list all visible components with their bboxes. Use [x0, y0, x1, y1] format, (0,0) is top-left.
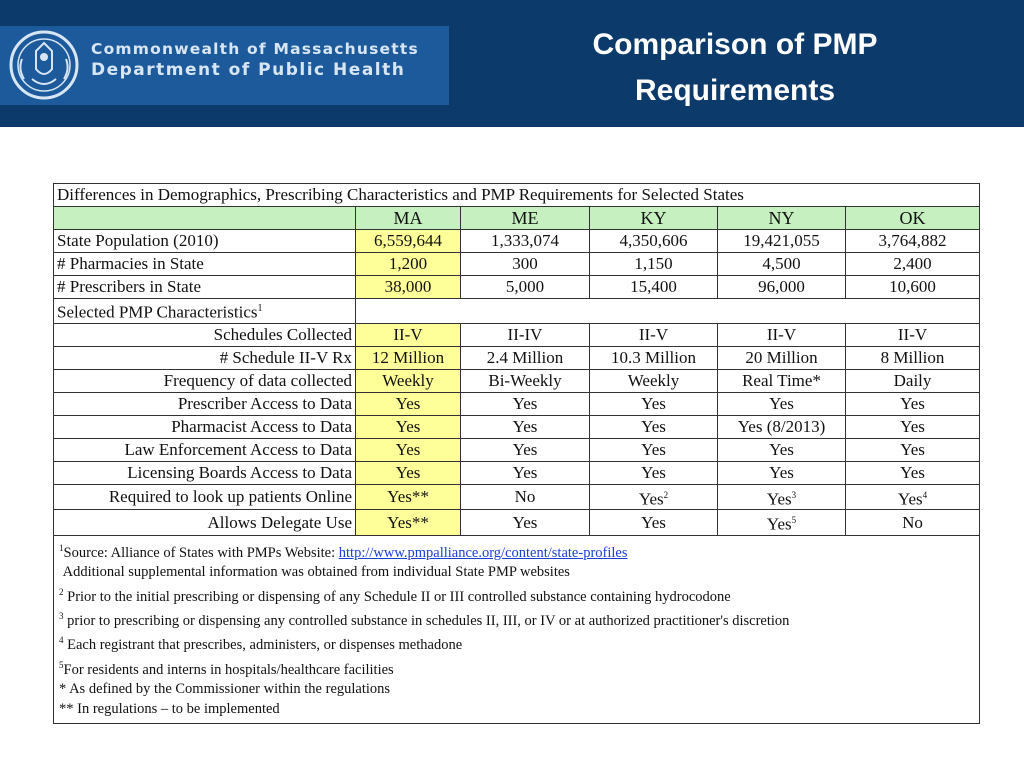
table-row	[54, 392, 980, 415]
cell-ok: 3,764,882	[846, 230, 980, 253]
slide-title-line-2: Requirements	[634, 74, 836, 107]
cell-value: Yes	[638, 489, 664, 509]
footnote-text: Source: Alliance of States with PMPs Website:	[63, 544, 339, 561]
cell-ky: Yes	[590, 461, 718, 484]
footnote-text: For residents and interns in hospitals/healthcare facilities	[63, 661, 394, 678]
footnotes-cell	[54, 535, 980, 723]
table-row	[54, 276, 980, 299]
cell-ky: II-V	[590, 323, 718, 346]
footnote-6: * As defined by the Commissioner within the regulations	[59, 681, 391, 698]
header-blank-cell	[54, 207, 356, 230]
cell-ok	[846, 484, 980, 510]
logo-line-1: Commonwealth of Massachusetts	[91, 40, 419, 58]
cell-me: Yes	[461, 438, 590, 461]
cell-ma: Yes	[356, 415, 461, 438]
cell-ky: Yes	[590, 438, 718, 461]
state-header-ma: MA	[356, 207, 461, 230]
cell-ky: 15,400	[590, 276, 718, 299]
cell-ny	[718, 484, 846, 510]
cell-ok: Yes	[846, 415, 980, 438]
cell-ky: Yes	[590, 415, 718, 438]
cell-me: Yes	[461, 415, 590, 438]
slide-title	[545, 22, 925, 114]
section-row	[54, 299, 980, 324]
table-row	[54, 510, 980, 536]
cell-ky: Yes	[590, 392, 718, 415]
cell-ky	[590, 484, 718, 510]
cell-ma: 6,559,644	[356, 230, 461, 253]
table-caption: Differences in Demographics, Prescribing Characteristics and PMP Requirements for Selected States	[54, 184, 980, 207]
row-label: # Schedule II-V Rx	[54, 346, 356, 369]
cell-me: 300	[461, 253, 590, 276]
slide-title-line-1: Comparison of PMP	[592, 28, 878, 61]
cell-ok: Yes	[846, 438, 980, 461]
footnote-text: Prior to the initial prescribing or dispensing of any Schedule II or III controlled substance containing hydrocodone	[67, 588, 731, 605]
cell-ny: 20 Million	[718, 346, 846, 369]
footnote-2	[59, 583, 974, 607]
slide-header	[0, 0, 1024, 127]
cell-ny: Yes	[718, 392, 846, 415]
cell-ma: Yes**	[356, 510, 461, 536]
cell-ky: Weekly	[590, 369, 718, 392]
cell-ny: 19,421,055	[718, 230, 846, 253]
cell-ma: II-V	[356, 323, 461, 346]
massachusetts-seal-icon	[8, 29, 80, 101]
cell-ok: 2,400	[846, 253, 980, 276]
cell-me: 2.4 Million	[461, 346, 590, 369]
row-label: Required to look up patients Online	[54, 484, 356, 510]
cell-ok: 10,600	[846, 276, 980, 299]
section-footnote-marker: 1	[257, 303, 263, 314]
footnote-marker: 5	[791, 515, 797, 526]
table-row	[54, 415, 980, 438]
footnote-3	[59, 607, 974, 631]
cell-ok: 8 Million	[846, 346, 980, 369]
cell-ny: Yes (8/2013)	[718, 415, 846, 438]
cell-ma: 12 Million	[356, 346, 461, 369]
footnote-1b	[59, 563, 974, 583]
table-row	[54, 484, 980, 510]
dph-logo-banner	[0, 26, 449, 105]
table-row	[54, 438, 980, 461]
cell-ma: Yes	[356, 438, 461, 461]
cell-me: II-IV	[461, 323, 590, 346]
cell-ma: Yes	[356, 392, 461, 415]
cell-ky: 4,350,606	[590, 230, 718, 253]
cell-ny: Yes	[718, 461, 846, 484]
footnote-text: prior to prescribing or dispensing any controlled substance in schedules II, III, or IV or at authorized practitioner's discretion	[67, 612, 790, 629]
state-header-ky: KY	[590, 207, 718, 230]
table-row	[54, 346, 980, 369]
table-caption-row	[54, 184, 980, 207]
cell-ok: Yes	[846, 461, 980, 484]
pmp-comparison-table	[53, 183, 980, 724]
row-label: State Population (2010)	[54, 230, 356, 253]
cell-value: Yes	[766, 514, 792, 534]
row-label: Prescriber Access to Data	[54, 392, 356, 415]
footnotes-row	[54, 535, 980, 723]
cell-ny: 4,500	[718, 253, 846, 276]
cell-ny: Real Time*	[718, 369, 846, 392]
cell-ny: 96,000	[718, 276, 846, 299]
cell-ny: II-V	[718, 323, 846, 346]
footnote-7: ** In regulations – to be implemented	[59, 700, 280, 717]
table-row	[54, 253, 980, 276]
cell-ky: Yes	[590, 510, 718, 536]
cell-value: Yes	[766, 489, 792, 509]
state-header-me: ME	[461, 207, 590, 230]
footnote-marker: 4	[922, 489, 928, 500]
table-row	[54, 230, 980, 253]
footnote-5	[59, 656, 974, 680]
cell-ma: Yes	[356, 461, 461, 484]
row-label: Licensing Boards Access to Data	[54, 461, 356, 484]
table-row	[54, 323, 980, 346]
cell-me: Yes	[461, 461, 590, 484]
row-label: # Prescribers in State	[54, 276, 356, 299]
row-label: Pharmacist Access to Data	[54, 415, 356, 438]
section-blank-cell	[356, 299, 980, 324]
cell-value: Yes	[897, 489, 923, 509]
logo-line-2: Department of Public Health	[91, 60, 406, 80]
cell-ny	[718, 510, 846, 536]
cell-ma: Yes**	[356, 484, 461, 510]
footnote-1	[59, 539, 974, 563]
cell-me: Yes	[461, 510, 590, 536]
footnote-marker: 1	[59, 542, 64, 553]
footnote-marker: 2	[663, 489, 669, 500]
row-label: Frequency of data collected	[54, 369, 356, 392]
cell-me: Yes	[461, 392, 590, 415]
table-row	[54, 461, 980, 484]
cell-ok: II-V	[846, 323, 980, 346]
row-label: Law Enforcement Access to Data	[54, 438, 356, 461]
cell-me: No	[461, 484, 590, 510]
cell-ma: 1,200	[356, 253, 461, 276]
footnote-text: Each registrant that prescribes, administers, or dispenses methadone	[67, 637, 463, 654]
row-label: Allows Delegate Use	[54, 510, 356, 536]
row-label: Schedules Collected	[54, 323, 356, 346]
cell-ok: No	[846, 510, 980, 536]
cell-me: 1,333,074	[461, 230, 590, 253]
pmp-alliance-link[interactable]: http://www.pmpalliance.org/content/state-profiles	[338, 544, 628, 561]
footnote-text: Additional supplemental information was obtained from individual State PMP websites	[62, 564, 570, 581]
cell-ma: Weekly	[356, 369, 461, 392]
footnote-4	[59, 631, 974, 655]
footnote-marker: 3	[791, 489, 797, 500]
section-label-text: Selected PMP Characteristics	[57, 302, 258, 322]
footnote-marker: 3	[59, 611, 64, 622]
footnote-marker: 2	[59, 586, 64, 597]
cell-me: Bi-Weekly	[461, 369, 590, 392]
state-header-ny: NY	[718, 207, 846, 230]
table-row	[54, 369, 980, 392]
cell-ok: Yes	[846, 392, 980, 415]
cell-ky: 10.3 Million	[590, 346, 718, 369]
cell-ok: Daily	[846, 369, 980, 392]
state-header-row	[54, 207, 980, 230]
footnote-marker: 5	[59, 659, 64, 670]
section-label	[54, 299, 356, 324]
cell-ky: 1,150	[590, 253, 718, 276]
cell-me: 5,000	[461, 276, 590, 299]
cell-ny: Yes	[718, 438, 846, 461]
footnote-marker: 4	[59, 635, 64, 646]
cell-ma: 38,000	[356, 276, 461, 299]
state-header-ok: OK	[846, 207, 980, 230]
row-label: # Pharmacies in State	[54, 253, 356, 276]
